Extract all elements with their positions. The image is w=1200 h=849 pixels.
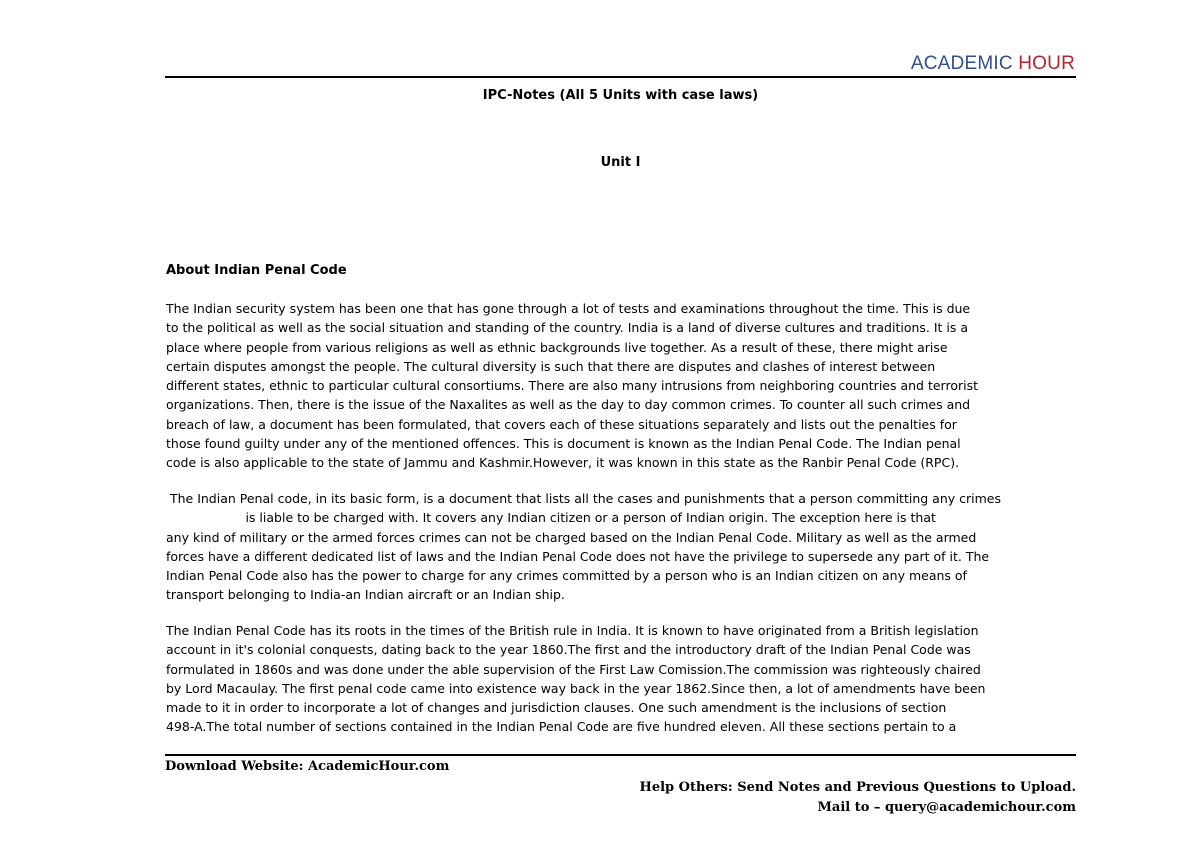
document-title: IPC-Notes (All 5 Units with case laws)	[482, 88, 759, 103]
footer-mail-text: Mail to – query@academichour.com	[817, 800, 1076, 815]
brand-logo-academic: ACADEMIC	[910, 53, 1013, 74]
text-line: those found guilty under any of the mentioned offences. This is document is known as the Indian Penal Code. The Indian penal	[166, 436, 961, 452]
text-line: place where people from various religions as well as ethnic backgrounds live together. As a result of these, there might arise	[166, 339, 948, 355]
text-line: 498-A.The total number of sections contained in the Indian Penal Code are five hundred eleven. All these sections pertain to a	[166, 719, 957, 735]
text-line: formulated in 1860s and was done under the able supervision of the First Law Comission.The commission was righteously chaired	[166, 661, 981, 677]
footer-rule	[165, 754, 1076, 756]
text-line: certain disputes amongst the people. The cultural diversity is such that there are disputes and clashes of interest between	[166, 358, 936, 374]
text-line: breach of law, a document has been formulated, that covers each of these situations separately and lists out the penalties for	[166, 416, 957, 432]
paragraph-1	[166, 299, 1081, 473]
text-line: account in it's colonial conquests, dating back to the year 1860.The first and the introductory draft of the Indian Penal Code was	[166, 642, 971, 658]
text-line: any kind of military or the armed forces crimes can not be charged based on the Indian Penal Code. Military as well as the armed	[166, 529, 977, 545]
text-line: different states, ethnic to particular cultural consortiums. There are also many intrusions from neighboring countries and terrorist	[166, 378, 979, 394]
paragraph-3	[166, 621, 1081, 737]
footer-download-website: Download Website: AcademicHour.com	[165, 759, 450, 774]
text-line: organizations. Then, there is the issue of the Naxalites as well as the day to day common crimes. To counter all such crimes and	[166, 397, 971, 413]
text-line: The Indian security system has been one that has gone through a lot of tests and examinations throughout the time. This is due	[166, 301, 971, 316]
footer-upload-request	[640, 778, 1076, 818]
footer-help-text: Help Others: Send Notes and Previous Questions to Upload.	[639, 780, 1076, 795]
header-rule	[165, 76, 1076, 78]
unit-heading: Unit I	[600, 155, 641, 170]
text-line: Indian Penal Code also has the power to charge for any crimes committed by a person who is an Indian citizen on any means of	[166, 568, 967, 584]
text-line: made to it in order to incorporate a lot of changes and jurisdiction clauses. One such amendment is the inclusions of section	[166, 700, 947, 716]
section-heading: About Indian Penal Code	[166, 263, 347, 278]
text-line: transport belonging to India-an Indian aircraft or an Indian ship.	[166, 587, 565, 603]
text-line: code is also applicable to the state of Jammu and Kashmir.However, it was known in this state as the Ranbir Penal Code (RPC).	[166, 455, 960, 471]
brand-logo	[911, 53, 1075, 75]
brand-logo-hour: HOUR	[1018, 53, 1075, 74]
text-line: to the political as well as the social situation and standing of the country. India is a land of diverse cultures and traditions. It is a	[166, 320, 969, 336]
text-line: The Indian Penal Code has its roots in the times of the British rule in India. It is known to have originated from a British legislation	[166, 623, 979, 638]
text-line: is liable to be charged with. It covers any Indian citizen or a person of Indian origin. The exception here is that	[166, 510, 936, 526]
paragraph-2	[166, 489, 1081, 605]
text-line: by Lord Macaulay. The first penal code came into existence way back in the year 1862.Since then, a lot of amendments have been	[166, 680, 986, 696]
text-line: The Indian Penal code, in its basic form, is a document that lists all the cases and punishments that a person committing any crimes	[166, 491, 1001, 506]
text-line: forces have a different dedicated list of laws and the Indian Penal Code does not have the privilege to supersede any part of it. The	[166, 548, 990, 564]
